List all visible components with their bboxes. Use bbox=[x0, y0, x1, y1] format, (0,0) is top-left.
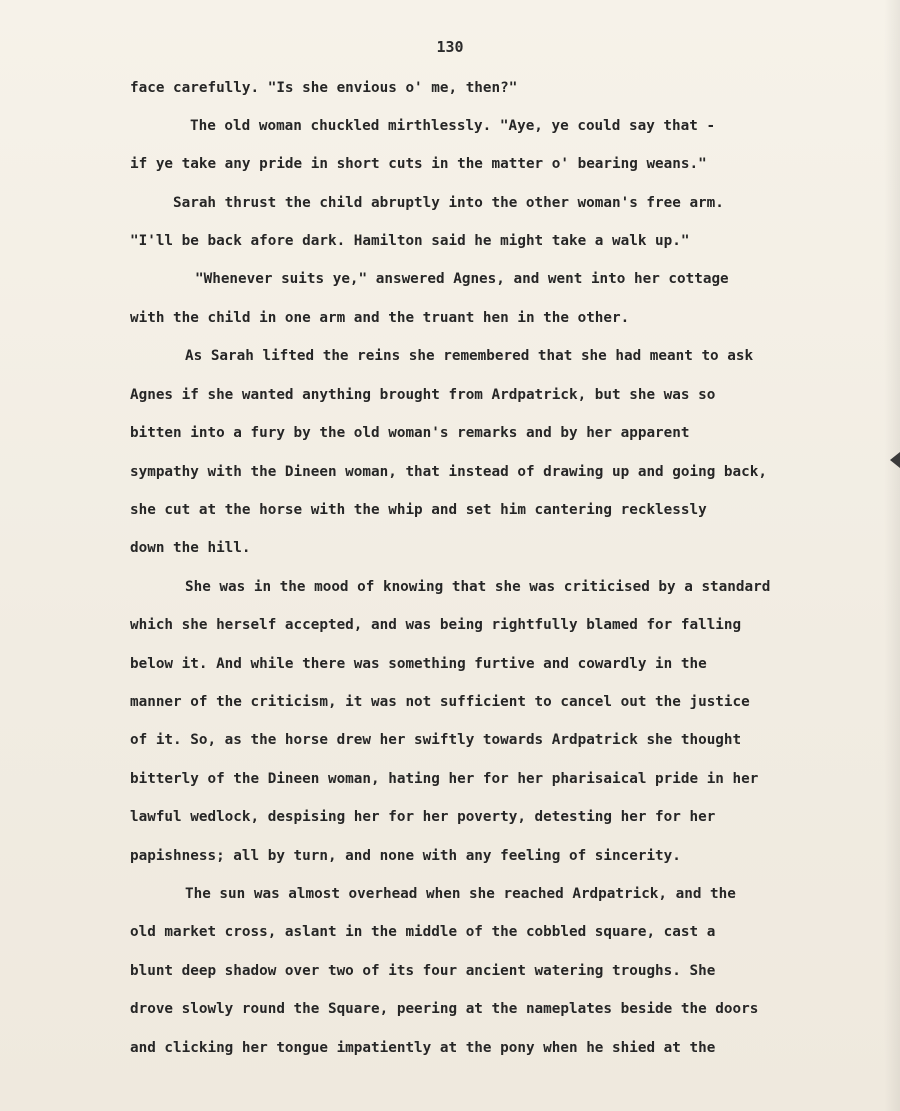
text-line: As Sarah lifted the reins she remembered that she had meant to ask bbox=[185, 348, 754, 364]
text-line: sympathy with the Dineen woman, that instead of drawing up and going back, bbox=[130, 464, 767, 480]
scan-edge-shadow bbox=[884, 0, 900, 1111]
text-line: old market cross, aslant in the middle of the cobbled square, cast a bbox=[130, 924, 716, 940]
text-line: lawful wedlock, despising her for her poverty, detesting her for her bbox=[130, 809, 716, 825]
text-line: Sarah thrust the child abruptly into the other woman's free arm. bbox=[173, 195, 724, 211]
text-line: Agnes if she wanted anything brought from Ardpatrick, but she was so bbox=[130, 387, 716, 403]
text-line: The sun was almost overhead when she reached Ardpatrick, and the bbox=[185, 886, 736, 902]
text-line: The old woman chuckled mirthlessly. "Aye, ye could say that - bbox=[190, 118, 716, 134]
text-line: which she herself accepted, and was being rightfully blamed for falling bbox=[130, 617, 742, 633]
text-line: down the hill. bbox=[130, 540, 251, 556]
text-line: bitten into a fury by the old woman's remarks and by her apparent bbox=[130, 425, 690, 441]
text-line: bitterly of the Dineen woman, hating her for her pharisaical pride in her bbox=[130, 771, 759, 787]
text-line: she cut at the horse with the whip and set him cantering recklessly bbox=[130, 502, 707, 518]
text-line: drove slowly round the Square, peering at the nameplates beside the doors bbox=[130, 1001, 759, 1017]
page-number: 130 bbox=[436, 38, 464, 56]
text-line: with the child in one arm and the truant hen in the other. bbox=[130, 310, 630, 326]
text-line: of it. So, as the horse drew her swiftly towards Ardpatrick she thought bbox=[130, 732, 742, 748]
text-line: if ye take any pride in short cuts in the matter o' bearing weans." bbox=[130, 156, 707, 172]
text-line: papishness; all by turn, and none with any feeling of sincerity. bbox=[130, 848, 681, 864]
text-line: manner of the criticism, it was not sufficient to cancel out the justice bbox=[130, 694, 750, 710]
text-line: face carefully. "Is she envious o' me, then?" bbox=[130, 80, 518, 96]
text-line: blunt deep shadow over two of its four ancient watering troughs. She bbox=[130, 963, 716, 979]
text-line: below it. And while there was something furtive and cowardly in the bbox=[130, 656, 707, 672]
text-line: She was in the mood of knowing that she was criticised by a standard bbox=[185, 579, 771, 595]
text-line: "I'll be back afore dark. Hamilton said he might take a walk up." bbox=[130, 233, 690, 249]
text-line: "Whenever suits ye," answered Agnes, and went into her cottage bbox=[195, 271, 729, 287]
text-line: and clicking her tongue impatiently at the pony when he shied at the bbox=[130, 1040, 716, 1056]
